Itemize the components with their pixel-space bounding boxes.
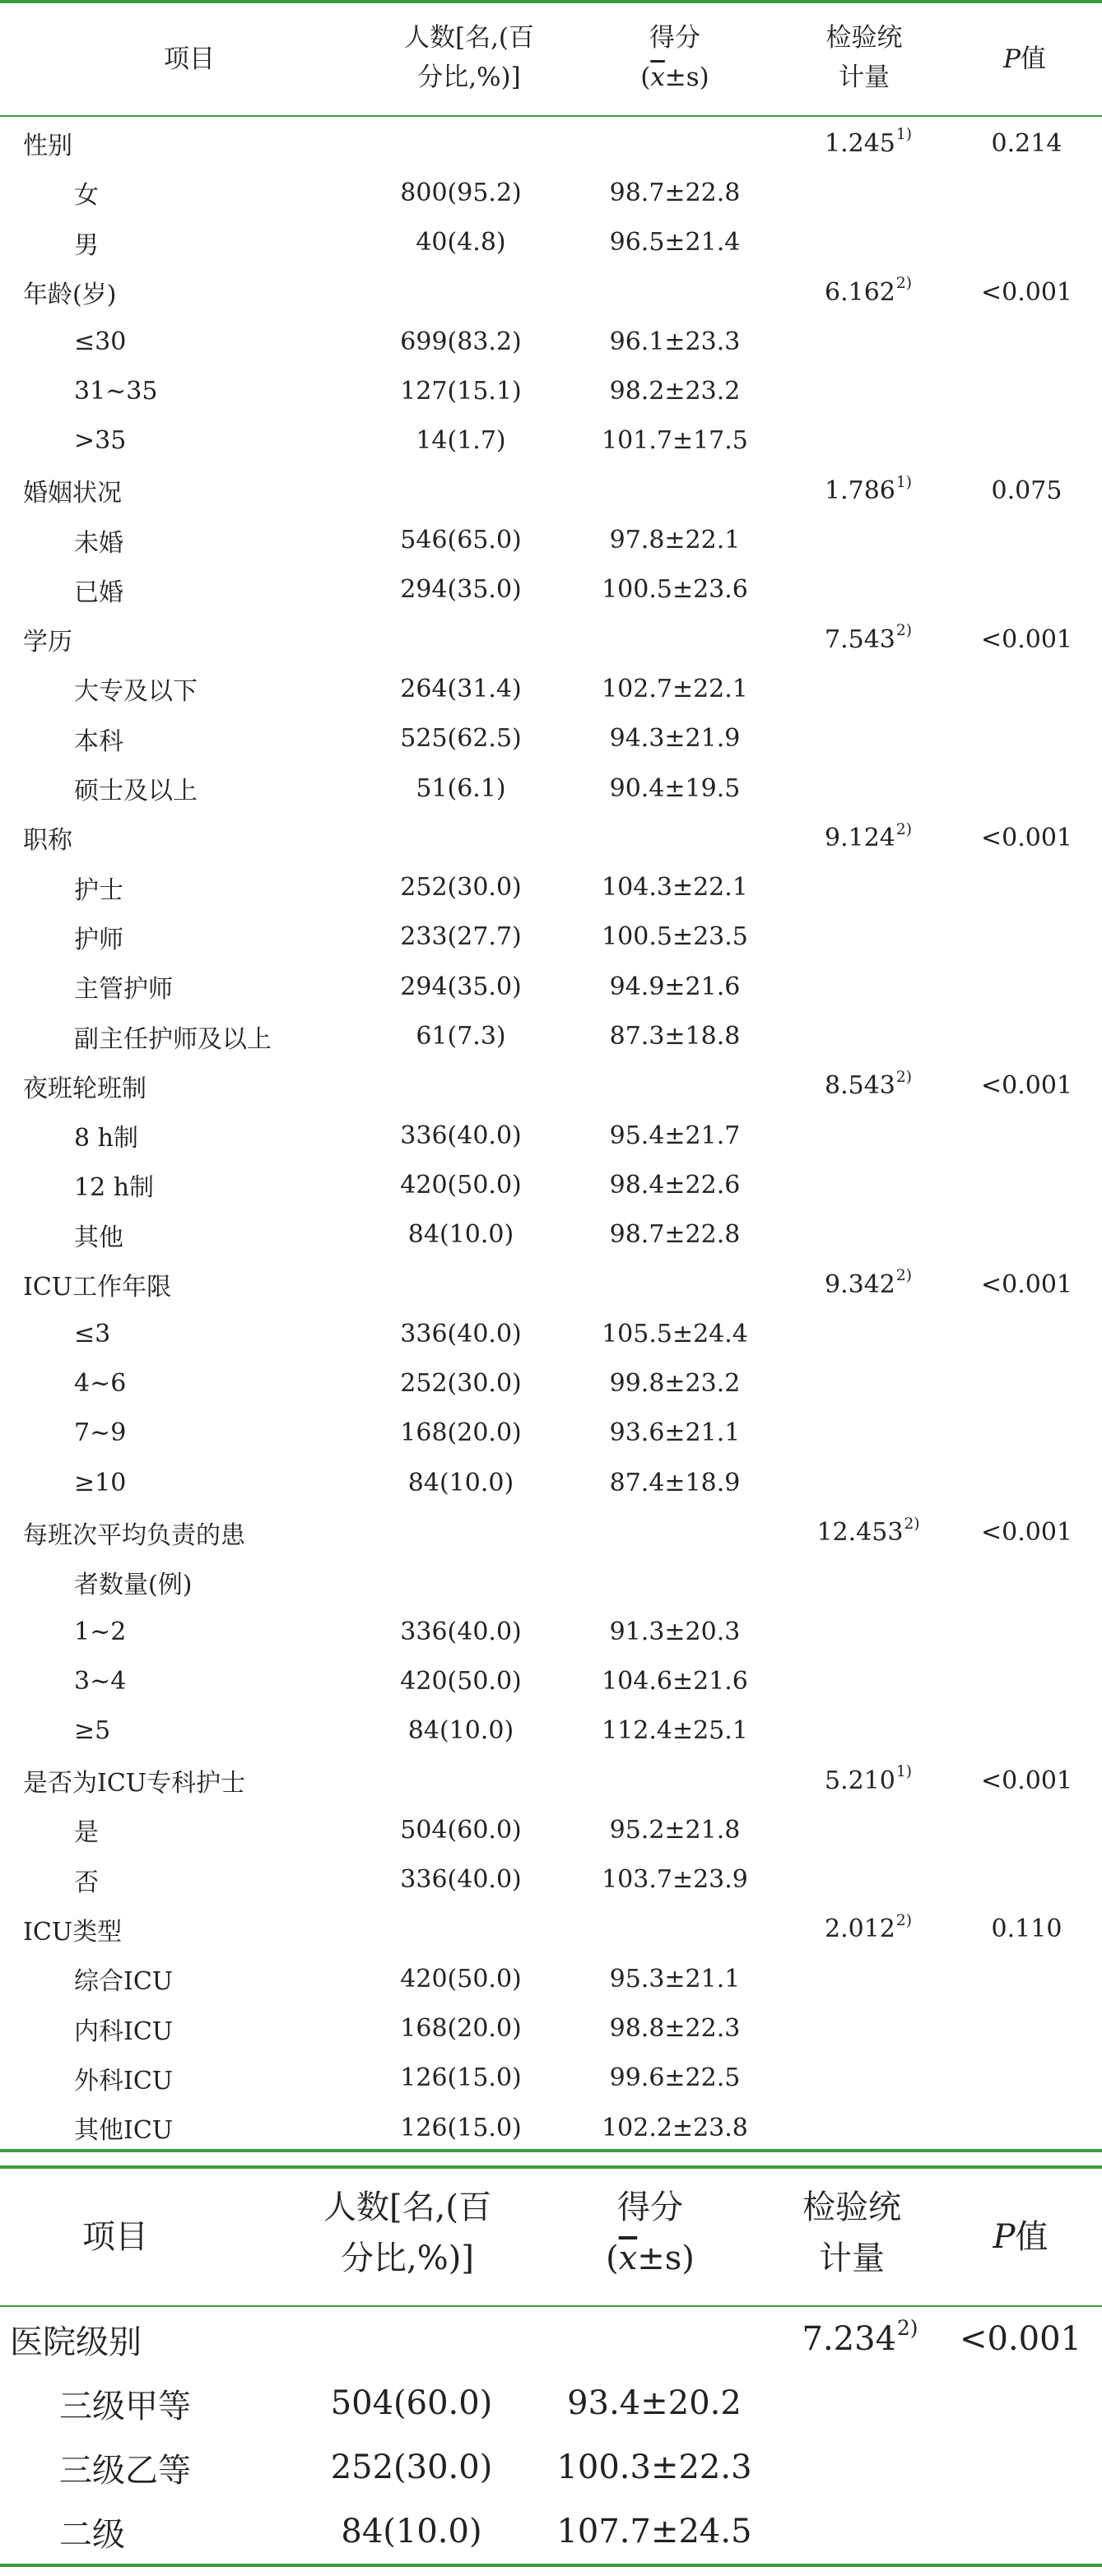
cell-p-value [955,168,1099,217]
cell-p-value [955,912,1099,962]
table-header [0,2165,1102,2305]
header-test-statistic: 检验统 计量 [825,23,903,93]
bottom-rule [0,2564,1102,2567]
cell-score: 99.6±22.5 [609,2063,741,2093]
cell-p-value [955,664,1099,713]
table-row [0,2499,1102,2564]
cell-p-value [955,1458,1099,1507]
cell-test-statistic [786,367,951,416]
cell-p-value: <0.001 [980,277,1073,307]
table-row [0,2003,1102,2053]
table-row [0,168,1102,217]
cell-count: 84(10.0) [407,1220,514,1250]
cell-p-value [955,1011,1099,1061]
cell-p-value [955,1607,1099,1656]
cell-item: ICU类型 [23,1917,123,1947]
cell-count: 40(4.8) [416,228,506,258]
cell-test-statistic [786,1111,951,1160]
cell-test-statistic [786,416,951,466]
cell-item: 学历 [23,628,72,657]
cell-score: 112.4±25.1 [602,1716,748,1746]
cell-count: 61(7.3) [416,1022,506,1051]
cell-count: 168(20.0) [400,1418,522,1448]
cell-item: 是否为ICU专科护士 [23,1769,246,1799]
table-row [0,1210,1102,1260]
cell-count: 336(40.0) [400,1865,522,1895]
cell-count [337,615,584,664]
cell-item: 三级甲等 [59,2387,191,2425]
cell-count: 800(95.2) [400,178,522,207]
table-row [0,813,1102,862]
header-score: 得分 $(\overline{x}\pm s)$ [640,23,709,93]
header-count: 人数[名,(百 分比,%)] [403,23,535,93]
cell-count: 546(65.0) [400,526,522,555]
cell-item: 二级 [59,2515,125,2554]
cell-score: 105.5±24.4 [602,1319,748,1348]
cell-count: 336(40.0) [400,1319,522,1348]
cell-item: 3~4 [74,1666,127,1696]
cell-score: 98.7±22.8 [609,178,741,207]
cell-count: 84(10.0) [407,1468,514,1497]
cell-item: 副主任护师及以上 [74,1024,272,1054]
table-row [0,664,1102,713]
cell-test-statistic: 8.543 2) [825,1069,912,1101]
cell-score [568,1061,782,1111]
cell-score [568,1905,782,1954]
cell-count: 420(50.0) [400,1170,522,1200]
cell-score: 90.4±19.5 [609,773,741,803]
cell-item: 医院级别 [10,2323,142,2361]
cell-count [337,813,584,862]
cell-p-value [955,714,1099,764]
cell-item: 31~35 [74,377,158,406]
cell-item: 4~6 [74,1369,127,1399]
table-row [0,1111,1102,1160]
cell-p-value [955,565,1099,615]
table-row [0,367,1102,416]
cell-score [539,2307,770,2371]
table-row [0,1954,1102,2003]
cell-score: 100.5±23.5 [602,922,748,952]
cell-score: 95.2±21.8 [609,1815,741,1845]
cell-count: 264(31.4) [400,674,522,703]
cell-count: 252(30.0) [400,873,522,903]
cell-item: 已婚 [74,578,123,607]
cell-score: 101.7±17.5 [602,426,748,456]
cell-test-statistic [786,714,951,764]
cell-count [337,1507,584,1557]
cell-test-statistic [770,2499,951,2564]
cell-p-value [955,764,1099,813]
cell-test-statistic: 7.543 2) [825,622,912,654]
cell-item: 12 h制 [74,1173,155,1203]
cell-score: 94.9±21.6 [609,972,741,1001]
table-row [0,863,1102,912]
cell-count: 233(27.7) [400,922,522,952]
cell-score: 95.4±21.7 [609,1121,741,1150]
cell-test-statistic [786,664,951,713]
cell-item: 职称 [23,826,72,856]
cell-count [337,466,584,515]
footnote-marker: 2) [895,1267,912,1285]
table-row [0,466,1102,515]
cell-p-value [955,218,1099,267]
table-row [0,615,1102,664]
cell-p-value [955,1111,1099,1160]
cell-item: 主管护师 [74,975,173,1005]
table-row [0,2054,1102,2103]
cell-item: 男 [74,230,99,260]
cell-item: ≥5 [74,1716,111,1746]
header-item: 项目 [82,2218,148,2256]
table-row [0,1706,1102,1756]
cell-score [568,1756,782,1805]
cell-p-value [942,2499,1099,2564]
cell-item: 婚姻状况 [23,479,122,508]
cell-test-statistic [786,1656,951,1706]
footnote-marker: 2) [904,1515,920,1533]
cell-test-statistic [786,168,951,217]
cell-test-statistic [786,1557,951,1607]
footnote-marker: 1) [895,473,912,491]
cell-test-statistic [786,1359,951,1409]
cell-p-value [955,2054,1099,2103]
cell-p-value [955,2003,1099,2053]
table-header [0,0,1102,115]
header-item: 项目 [164,44,215,74]
table-row [0,1756,1102,1805]
footnote-marker: 2) [895,1912,912,1930]
header-p-value: P值 [1003,44,1046,74]
cell-p-value [955,1309,1099,1358]
cell-item: ≤30 [74,327,127,356]
cell-count: 252(30.0) [400,1369,522,1399]
cell-p-value [955,962,1099,1011]
table-row [0,1359,1102,1409]
cell-score: 87.3±18.8 [609,1022,741,1051]
cell-item: 其他ICU [74,2116,174,2146]
cell-p-value [955,1210,1099,1260]
table-row [0,1607,1102,1656]
cell-p-value [942,2435,1099,2499]
table-row [0,1458,1102,1507]
cell-score: 104.3±22.1 [602,873,748,903]
cell-score: 97.8±22.1 [609,526,741,555]
cell-test-statistic [786,2003,951,2053]
cell-p-value [955,416,1099,466]
cell-item: 是 [74,1818,99,1848]
table-row [0,1557,1102,1607]
cell-score [568,267,782,317]
cell-score [568,813,782,862]
cell-test-statistic [786,912,951,962]
cell-item: 否 [74,1868,99,1897]
table-row [0,317,1102,366]
cell-test-statistic [786,2103,951,2152]
table-row [0,416,1102,466]
cell-test-statistic [770,2435,951,2499]
cell-count [337,118,584,168]
cell-test-statistic: 9.124 2) [825,820,912,852]
cell-score: 100.3±22.3 [556,2448,752,2486]
cell-test-statistic [786,1954,951,2003]
cell-score: 87.4±18.9 [609,1468,741,1497]
cell-test-statistic [770,2371,951,2435]
cell-count: 126(15.0) [400,2063,522,2093]
cell-count: 336(40.0) [400,1121,522,1150]
cell-p-value: <0.001 [980,1518,1073,1548]
cell-test-statistic [786,1607,951,1656]
cell-p-value [955,317,1099,366]
cell-count: 420(50.0) [400,1666,522,1696]
cell-test-statistic [786,515,951,564]
cell-p-value [955,1656,1099,1706]
cell-item: 夜班轮班制 [23,1074,146,1103]
cell-item: 外科ICU [74,2066,174,2096]
cell-test-statistic: 6.162 2) [825,275,912,307]
cell-count: 84(10.0) [407,1716,514,1746]
cell-score: 93.4±20.2 [567,2384,742,2422]
cell-score: 98.7±22.8 [609,1220,741,1250]
footnote-marker: 2) [895,622,912,640]
cell-score: 98.8±22.3 [609,2014,741,2044]
cell-count: 14(1.7) [416,426,506,456]
cell-count: 504(60.0) [400,1815,522,1845]
cell-item: 内科ICU [74,2017,174,2046]
table-row [0,118,1102,168]
cell-p-value: 0.110 [991,1915,1062,1944]
table-row [0,1309,1102,1358]
cell-p-value [955,1359,1099,1409]
cell-score [568,1557,782,1607]
cell-test-statistic [786,1011,951,1061]
cell-p-value [955,367,1099,416]
footnote-marker: 2) [897,2315,918,2340]
cell-test-statistic [786,764,951,813]
bottom-rule [0,2149,1102,2152]
cell-score [568,615,782,664]
table-row [0,1409,1102,1458]
cell-count: 51(6.1) [416,773,506,803]
cell-count: 294(35.0) [400,972,522,1001]
cell-item: 未婚 [74,528,123,558]
table-row [0,962,1102,1011]
header-rule [0,115,1102,117]
cell-test-statistic [786,2054,951,2103]
cell-test-statistic: 1.786 1) [825,473,912,505]
cell-score: 96.1±23.3 [609,327,741,356]
cell-item: 年龄(岁) [23,281,117,310]
cell-item: 护师 [74,925,123,954]
table-row [0,267,1102,317]
cell-score: 103.7±23.9 [602,1865,748,1895]
header-test-statistic: 检验统 计量 [802,2188,901,2277]
table-row [0,2103,1102,2152]
cell-score: 104.6±21.6 [602,1666,748,1696]
table-row [0,1507,1102,1557]
cell-p-value: <0.001 [980,1269,1073,1299]
cell-test-statistic [786,1805,951,1854]
cell-p-value: 0.214 [991,128,1062,158]
cell-test-statistic [786,1210,951,1260]
cell-test-statistic [786,1160,951,1209]
cell-test-statistic [786,1458,951,1507]
table-row [0,515,1102,564]
cell-score [568,466,782,515]
cell-test-statistic [786,218,951,267]
table-row [0,1656,1102,1706]
cell-score: 94.3±21.9 [609,724,741,754]
cell-p-value [955,2103,1099,2152]
cell-count [337,1260,584,1309]
cell-item: ≤3 [74,1319,111,1348]
cell-item: 大专及以下 [74,677,198,707]
cell-count: 525(62.5) [400,724,522,754]
table-row [0,764,1102,813]
table-row [0,2435,1102,2499]
cell-score: 102.7±22.1 [602,674,748,703]
cell-item: 综合ICU [74,1967,174,1997]
table-row [0,2307,1102,2371]
cell-p-value [955,1557,1099,1607]
table-row [0,218,1102,267]
table-row [0,1061,1102,1111]
cell-item: 女 [74,181,99,211]
cell-test-statistic [786,1855,951,1905]
header-count: 人数[名,(百 分比,%)] [323,2188,491,2277]
cell-item: 其他 [74,1223,123,1252]
table-row [0,912,1102,962]
footnote-marker: 2) [895,1069,912,1087]
footnote-marker: 1) [895,1763,912,1781]
cell-count [337,1756,584,1805]
table-row [0,1905,1102,1954]
cell-score: 95.3±21.1 [609,1964,741,1993]
cell-test-statistic [786,1409,951,1458]
cell-test-statistic [786,1706,951,1756]
cell-test-statistic [786,1309,951,1358]
table-row [0,2371,1102,2435]
cell-test-statistic [786,565,951,615]
table-row [0,1805,1102,1854]
cell-item: 本科 [74,726,123,756]
cell-p-value [955,1954,1099,2003]
table-row [0,1260,1102,1309]
cell-item: 7~9 [74,1418,127,1448]
cell-p-value [955,1160,1099,1209]
cell-p-value: 0.075 [991,476,1062,505]
cell-test-statistic: 9.342 2) [825,1267,912,1299]
cell-item: 1~2 [74,1617,127,1646]
table-row [0,1160,1102,1209]
cell-p-value [955,515,1099,564]
cell-test-statistic: 7.234 2) [802,2315,918,2358]
cell-p-value [955,1855,1099,1905]
cell-score: 93.6±21.1 [609,1418,741,1448]
table-row [0,1011,1102,1061]
footnote-marker: 1) [895,126,912,144]
footnote-marker: 2) [895,275,912,293]
cell-p-value: <0.001 [980,823,1073,852]
cell-p-value [955,1805,1099,1854]
cell-score: 98.2±23.2 [609,377,741,406]
cell-p-value: <0.001 [980,1766,1073,1795]
cell-count: 336(40.0) [400,1617,522,1646]
table-row [0,565,1102,615]
table-continued [0,2165,1102,2576]
cell-item: 护士 [74,875,123,905]
cell-count: 127(15.1) [400,377,522,406]
cell-test-statistic: 2.012 2) [825,1912,912,1944]
cell-count: 504(60.0) [330,2384,493,2422]
cell-count [337,1061,584,1111]
header-p-value: P值 [993,2218,1049,2256]
cell-score [568,1260,782,1309]
table-row [0,1855,1102,1905]
cell-p-value: <0.001 [980,624,1073,654]
cell-p-value [955,1706,1099,1756]
cell-item: 8 h制 [74,1124,138,1153]
cell-test-statistic: 5.210 1) [825,1763,912,1795]
cell-count [272,2307,551,2371]
header-score: 得分 $(\overline{x}\pm s)$ [606,2188,695,2277]
cell-count: 168(20.0) [400,2014,522,2044]
cell-count: 84(10.0) [341,2513,482,2550]
footnote-marker: 2) [895,820,912,838]
cell-count [337,267,584,317]
cell-item: 者数量(例) [74,1570,193,1599]
cell-count: 699(83.2) [400,327,522,356]
cell-p-value: <0.001 [959,2320,1082,2358]
cell-p-value: <0.001 [980,1071,1073,1101]
cell-count: 252(30.0) [330,2448,493,2486]
cell-item: ICU工作年限 [23,1273,172,1302]
cell-test-statistic: 12.453 2) [816,1515,920,1548]
table-row [0,714,1102,764]
cell-test-statistic [786,317,951,366]
cell-test-statistic [786,863,951,912]
cell-score: 98.4±22.6 [609,1170,741,1200]
cell-item: 三级乙等 [59,2451,191,2490]
cell-count [337,1557,584,1607]
cell-test-statistic [786,962,951,1011]
cell-score: 96.5±21.4 [609,228,741,258]
cell-score: 102.2±23.8 [602,2113,748,2142]
cell-score [568,1507,782,1557]
cell-score [568,118,782,168]
cell-score: 100.5±23.6 [602,575,748,605]
cell-score: 107.7±24.5 [556,2513,752,2550]
cell-count [337,1905,584,1954]
cell-item: 硕士及以上 [74,777,198,806]
cell-count: 420(50.0) [400,1964,522,1993]
cell-p-value [942,2371,1099,2435]
cell-score: 91.3±20.3 [609,1617,741,1646]
cell-item: 每班次平均负责的患 [23,1520,245,1550]
cell-item: ≥10 [74,1468,127,1497]
cell-count: 294(35.0) [400,575,522,605]
cell-item: 性别 [23,132,72,161]
cell-p-value [955,1409,1099,1458]
cell-item: >35 [74,426,127,456]
cell-test-statistic: 1.245 1) [825,126,912,158]
cell-count: 126(15.0) [400,2113,522,2142]
cell-p-value [955,863,1099,912]
cell-score: 99.8±23.2 [609,1369,741,1399]
